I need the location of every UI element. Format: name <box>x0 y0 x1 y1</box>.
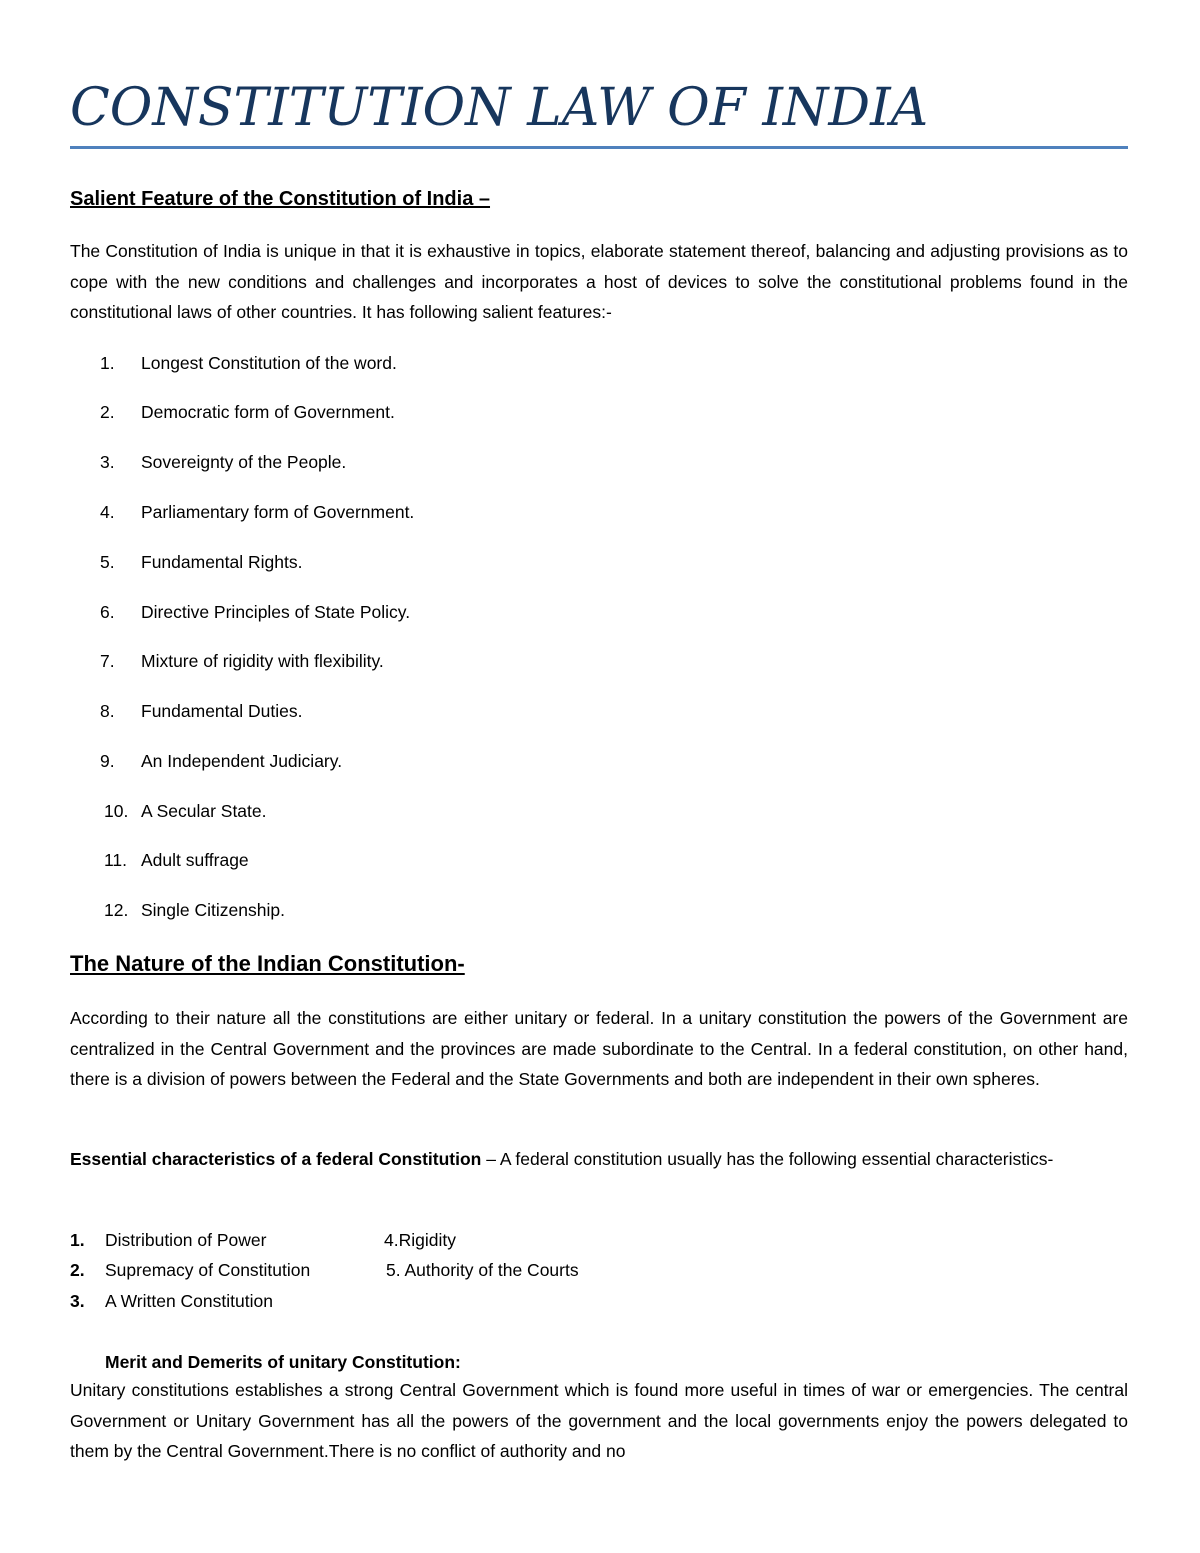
list-item-number: 5. <box>100 552 115 572</box>
list-item-text: A Written Constitution <box>105 1291 273 1311</box>
list-item-number: 10. <box>104 801 129 821</box>
list-item-number: 3. <box>100 452 115 472</box>
list-item-text: Supremacy of Constitution <box>105 1260 311 1280</box>
list-item-number: 7. <box>100 651 115 671</box>
essential-characteristics-text: – A federal constitution usually has the following essential characteristics- <box>481 1149 1054 1169</box>
list-item-number: 4. <box>100 502 115 522</box>
list-item-text: Fundamental Rights. <box>141 552 303 572</box>
essential-characteristics-label: Essential characteristics of a federal Constitution <box>70 1149 482 1169</box>
merit-demerits-paragraph: Unitary constitutions establishes a strong Central Government which is found more useful in times of war or emergencies. The central Government or Unitary Government has all the powers of the government and the local governments enjoy the powers delegated to them by the Central Government.There is no conflict of authority and no <box>70 1380 1128 1461</box>
nature-paragraph: According to their nature all the constitutions are either unitary or federal. In a unitary constitution the powers of the Government are centralized in the Central Government and the provinces are made subordinate to the Central. In a federal constitution, on other hand, there is a division of powers between the Federal and the State Governments and both are independent in their own spheres. <box>70 1008 1128 1089</box>
list-item-text: Sovereignty of the People. <box>141 452 347 472</box>
section-heading-salient-features: Salient Feature of the Constitution of India – <box>70 188 491 210</box>
list-item-number: 3. <box>70 1291 85 1311</box>
list-item: 5. Authority of the Courts <box>386 1260 579 1280</box>
list-item-number: 9. <box>100 751 115 771</box>
list-item-text: Longest Constitution of the word. <box>141 353 397 373</box>
merit-demerits-heading: Merit and Demerits of unitary Constitution: <box>105 1352 461 1372</box>
title-divider <box>70 146 1128 149</box>
list-item-text: Directive Principles of State Policy. <box>141 602 411 622</box>
list-item-text: Mixture of rigidity with flexibility. <box>141 651 384 671</box>
list-item-number: 12. <box>104 900 129 920</box>
list-item-text: Adult suffrage <box>141 850 249 870</box>
salient-features-paragraph: The Constitution of India is unique in that it is exhaustive in topics, elaborate statement thereof, balancing and adjusting provisions as to cope with the new conditions and challenges and incorporates a host of devices to solve the constitutional problems found in the constitutional laws of other countries. It has following salient features:- <box>70 241 1128 322</box>
list-item-number: 8. <box>100 701 115 721</box>
list-item-text: An Independent Judiciary. <box>141 751 343 771</box>
section-heading-nature: The Nature of the Indian Constitution- <box>70 951 465 976</box>
document-title: CONSTITUTION LAW OF INDIA <box>70 78 929 138</box>
list-item-number: 6. <box>100 602 115 622</box>
list-item-number: 11. <box>104 850 128 870</box>
list-item-number: 1. <box>100 353 115 373</box>
list-item: 4.Rigidity <box>384 1230 456 1250</box>
list-item-text: Single Citizenship. <box>141 900 285 920</box>
list-item-text: Democratic form of Government. <box>141 402 395 422</box>
list-item-number: 1. <box>70 1230 85 1250</box>
list-item-number: 2. <box>70 1260 85 1280</box>
essential-characteristics-paragraph <box>70 1144 1128 1175</box>
list-item-number: 2. <box>100 402 115 422</box>
list-item-text: Fundamental Duties. <box>141 701 303 721</box>
list-item-text: Distribution of Power <box>105 1230 267 1250</box>
list-item-text: Parliamentary form of Government. <box>141 502 415 522</box>
list-item-text: A Secular State. <box>141 801 267 821</box>
